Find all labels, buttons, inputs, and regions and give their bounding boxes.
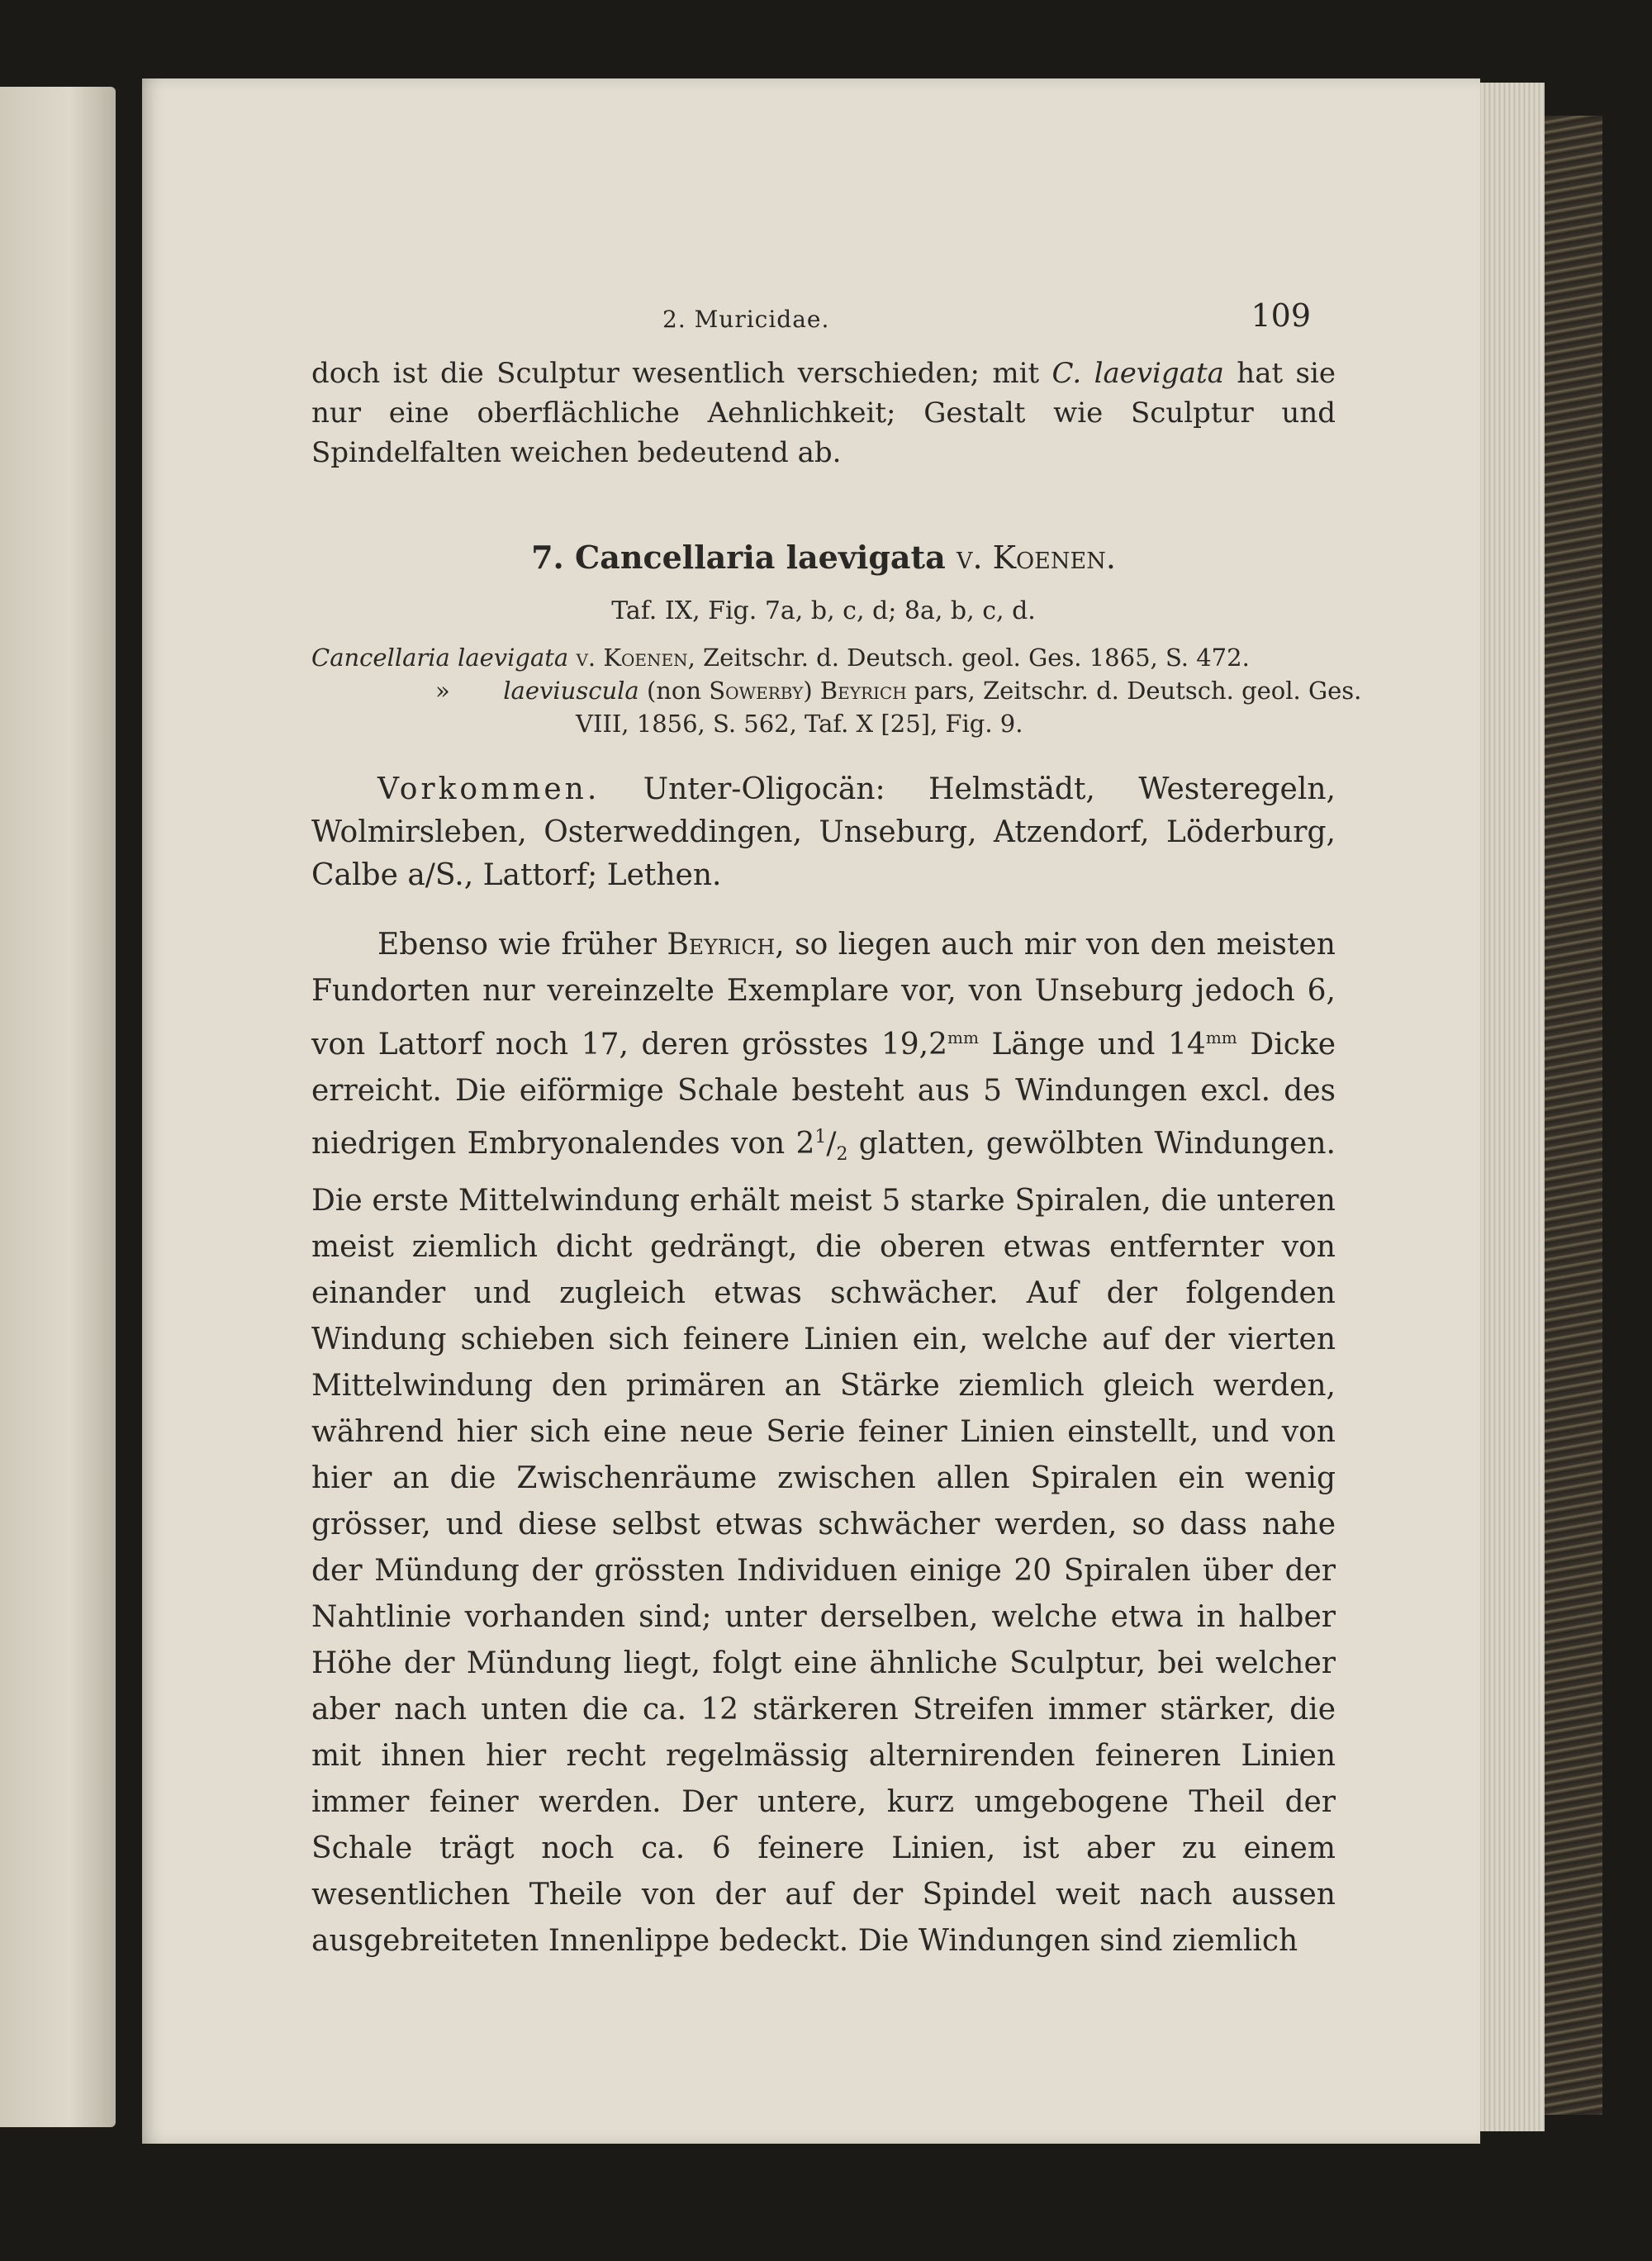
intro-text-2: hat sie nur eine oberflächliche Aehnlichkeit; Gestalt wie Sculptur und Spindelfalten weichen bedeutend ab. bbox=[311, 357, 1336, 469]
synonymy-list bbox=[311, 641, 1362, 740]
synonymy-line-3: VIII, 1856, S. 562, Taf. X [25], Fig. 9. bbox=[576, 710, 1023, 738]
book-binding bbox=[1545, 116, 1602, 2115]
description-paragraph: Ebenso wie früher Beyrich, so liegen auch mir von den meisten Fundorten nur vereinzelte Exemplare vor, von Unseburg jedoch 6, von Lattorf noch 17, deren grösstes $19,2^{mm}$ Länge und $14^{mm}$ Dicke erreicht. Die eiförmige Schale besteht aus 5 Windungen excl. des niedrigen Embryonalendes von $2^1/_2$ glatten, gewölbten Windungen. Die erste Mittelwindung erhält meist 5 starke Spiralen, die unteren meist ziemlich dicht gedrängt, die oberen etwas entfernter von einander und zugleich etwas schwächer. Auf der folgenden Windung schieben sich feinere Linien ein, welche auf der vierten Mittelwindung den primären an Stärke ziemlich gleich werden, während hier sich eine neue Serie feiner Linien einstellt, und von hier an die Zwischenräume zwischen allen Spiralen ein wenig grösser, und diese selbst etwas schwächer werden, so dass nahe der Mündung der grössten Individuen einige 20 Spiralen über der Nahtlinie vorhanden sind; unter derselben, welche etwa in halber Höhe der Mündung liegt, folgt eine ähnliche Sculptur, bei welcher aber nach unten die ca. 12 stärkeren Streifen immer stärker, die mit ihnen hier recht regelmässig alternirenden feineren Linien immer feiner werden. Der untere, kurz umgebogene Theil der Schale trägt noch ca. 6 feinere Linien, ist aber zu einem wesentlichen Theile von der auf der Spindel weit nach aussen ausgebreiteten Innenlippe bedeckt. Die Windungen sind ziemlich bbox=[311, 928, 1336, 1959]
species-name: 7. Cancellaria laevigata bbox=[531, 539, 946, 576]
fraction-numerator: 1 bbox=[814, 1127, 827, 1147]
page-content bbox=[311, 297, 1362, 1964]
synonym-author-1: v. Koenen, bbox=[576, 644, 695, 672]
intro-text-1: doch ist die Sculptur wesentlich verschieden; mit bbox=[311, 357, 1052, 390]
facing-page-edge bbox=[0, 87, 116, 2127]
synonym-author-3: Beyrich bbox=[819, 677, 907, 705]
ditto-mark: » bbox=[435, 677, 450, 705]
description-part-2: Länge und 14 bbox=[978, 1028, 1206, 1062]
species-heading bbox=[311, 537, 1336, 578]
intro-paragraph bbox=[311, 354, 1336, 473]
synonym-reference-2: pars, Zeitschr. d. Deutsch. geol. Ges. bbox=[914, 677, 1362, 705]
intro-species-italic: C. laevigata bbox=[1051, 357, 1224, 390]
plate-reference: Taf. IX, Fig. 7a, b, c, d; 8a, b, c, d. bbox=[611, 596, 1036, 625]
occurrence-text: Unter-Oligocän: Helmstädt, Westeregeln, Wolmirsleben, Osterweddingen, Unseburg, Atzendorf, Löderburg, Calbe a/S., Lattorf; Lethen. bbox=[311, 772, 1336, 892]
unit-mm-1: mm bbox=[947, 1028, 979, 1047]
page-number: 109 bbox=[1251, 297, 1311, 334]
occurrence-label: Vorkommen. bbox=[377, 772, 601, 806]
book-page bbox=[142, 78, 1480, 2144]
section-title: 2. Muricidae. bbox=[662, 306, 830, 333]
description-part-3: Dicke erreicht. Die eiförmige Schale besteht aus 5 Windungen excl. des niedrigen Embryonalendes von 2 bbox=[311, 1028, 1336, 1161]
description-author: Beyrich, bbox=[667, 928, 785, 962]
synonym-name-1: Cancellaria laevigata bbox=[311, 644, 569, 672]
synonym-non: (non bbox=[646, 677, 702, 705]
description-part-1: so liegen auch mir von den meisten Fundorten nur vereinzelte Exemplare vor, von Unseburg jedoch 6, von Lattorf noch 17, deren grösstes 19,2 bbox=[311, 928, 1336, 1062]
synonymy-line-1 bbox=[311, 641, 1336, 674]
occurrence-paragraph bbox=[311, 768, 1336, 897]
description-part-4: glatten, gewölbten Windungen. Die erste Mittelwindung erhält meist 5 starke Spiralen, die unteren meist ziemlich dicht gedrängt, die oberen etwas entfernter von einander und zugleich etwas schwächer. Auf der folgenden Windung schieben sich feinere Linien ein, welche auf der vierten Mittelwindung den primären an Stärke ziemlich gleich werden, während hier sich eine neue Serie feiner Linien einstellt, und von hier an die Zwischenräume zwischen allen Spiralen ein wenig grösser, und diese selbst etwas schwächer werden, so dass nahe der Mündung der grössten Individuen einige 20 Spiralen über der Nahtlinie vorhanden sind; unter derselben, welche etwa in halber Höhe der Mündung liegt, folgt eine ähnliche Sculptur, bei welcher aber nach unten die ca. 12 stärkeren Streifen immer stärker, die mit ihnen hier recht regelmässig alternirenden feineren Linien immer feiner werden. Der untere, kurz umgebogene Theil der Schale trägt noch ca. 6 feinere Linien, ist aber zu einem wesentlichen Theile von der auf der Spindel weit nach aussen ausgebreiteten Innenlippe bedeckt. Die Windungen sind ziemlich bbox=[311, 1127, 1336, 1959]
running-head bbox=[311, 297, 1336, 347]
description-start: Ebenso wie früher bbox=[377, 928, 657, 962]
synonymy-line-2 bbox=[311, 674, 1362, 707]
fraction-denominator: 2 bbox=[836, 1144, 848, 1166]
synonym-author-2: Sowerby) bbox=[709, 677, 813, 705]
unit-mm-2: mm bbox=[1205, 1028, 1237, 1047]
synonym-name-2: laeviuscula bbox=[503, 677, 639, 705]
synonym-reference-1: Zeitschr. d. Deutsch. geol. Ges. 1865, S. 472. bbox=[703, 644, 1250, 672]
species-author: v. Koenen. bbox=[956, 539, 1116, 576]
